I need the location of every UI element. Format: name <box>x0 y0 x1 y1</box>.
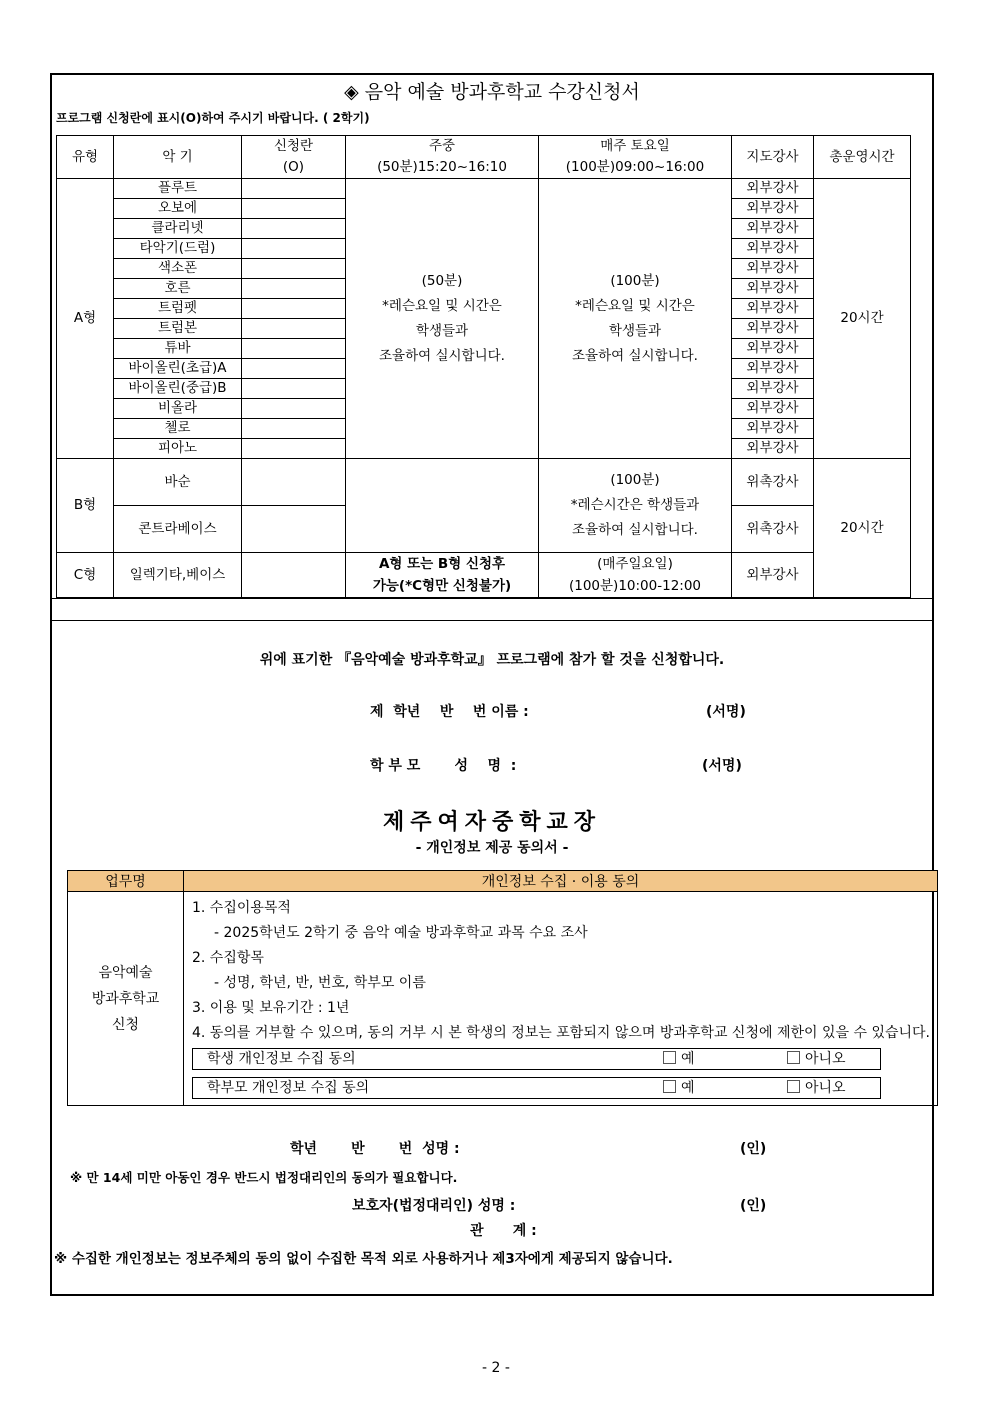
consent-line: 3. 이용 및 보유기간 : 1년 <box>192 1000 350 1016</box>
application-form <box>50 73 934 1296</box>
apply-cell[interactable] <box>242 279 346 299</box>
teacher-cell: 외부강사 <box>732 439 814 459</box>
student-name-label: 학년 반 번 성명 : <box>290 1141 460 1157</box>
consent-line: 4. 동의를 거부할 수 있으며, 동의 거부 시 본 학생의 정보는 포함되지 않으며 방과후학교 신청에 제한이 있을 수 있습니다. <box>192 1025 930 1041</box>
student-agree-yes[interactable]: 예 <box>663 1049 695 1069</box>
parent-agree-label: 학부모 개인정보 수집 동의 <box>207 1080 370 1096</box>
checkbox-icon[interactable] <box>787 1080 800 1093</box>
group-a <box>57 179 911 459</box>
form-title: ◈ 음악 예술 방과후학교 수강신청서 <box>344 81 640 103</box>
group-b-type: B형 <box>57 459 114 553</box>
consent-line: 2. 수집항목 <box>192 950 264 966</box>
instrument-cell: 오보에 <box>114 199 242 219</box>
instrument-cell: 바이올린(초급)A <box>114 359 242 379</box>
instrument-cell: 일렉기타,베이스 <box>114 553 242 598</box>
group-bc-total: 20시간 <box>814 459 911 598</box>
teacher-cell: 외부강사 <box>732 219 814 239</box>
parent-agree-yes[interactable]: 예 <box>663 1078 695 1098</box>
table-row <box>57 459 911 506</box>
apply-cell[interactable] <box>242 199 346 219</box>
parent-agree-no[interactable]: 아니오 <box>787 1078 846 1098</box>
consent-table <box>67 870 938 1106</box>
instrument-cell: 플루트 <box>114 179 242 199</box>
consent-line: 1. 수집이용목적 <box>192 900 291 916</box>
consent-task: 음악예술 방과후학교 신청 <box>68 892 184 1106</box>
application-statement: 위에 표기한 『음악예술 방과후학교』 프로그램에 참가 할 것을 신청합니다. <box>259 652 725 668</box>
instrument-cell: 트럼펫 <box>114 299 242 319</box>
consent-col-task: 업무명 <box>68 871 184 892</box>
group-c-saturday: (매주일요일) (100분)10:00-12:00 <box>539 553 732 598</box>
consent-col-content: 개인정보 수집 · 이용 동의 <box>184 871 938 892</box>
header-saturday: 매주 토요일 (100분)09:00~16:00 <box>539 136 732 179</box>
teacher-cell: 외부강사 <box>732 179 814 199</box>
instrument-cell: 첼로 <box>114 419 242 439</box>
apply-cell[interactable] <box>242 553 346 598</box>
apply-cell[interactable] <box>242 506 346 553</box>
group-a-weekday: (50분) *레슨요일 및 시간은 학생들과 조율하여 실시합니다. <box>346 179 539 459</box>
apply-cell[interactable] <box>242 179 346 199</box>
privacy-footer: ※ 수집한 개인정보는 정보주체의 동의 없이 수집한 목적 외로 사용하거나 제3자에게 제공되지 않습니다. <box>54 1251 673 1267</box>
teacher-cell: 외부강사 <box>732 319 814 339</box>
school-principal: 제주여자중학교장 <box>382 810 602 835</box>
group-a-total: 20시간 <box>814 179 911 459</box>
instrument-cell: 튜바 <box>114 339 242 359</box>
table-header-row <box>57 136 911 179</box>
teacher-cell: 외부강사 <box>732 553 814 598</box>
instrument-cell: 호른 <box>114 279 242 299</box>
apply-cell[interactable] <box>242 379 346 399</box>
application-table <box>56 135 911 598</box>
instrument-cell: 클라리넷 <box>114 219 242 239</box>
parent-signature-mark: (서명) <box>702 758 742 774</box>
header-instrument: 악 기 <box>114 136 242 179</box>
instrument-cell: 비올라 <box>114 399 242 419</box>
teacher-cell: 외부강사 <box>732 339 814 359</box>
parent-agree-row <box>192 1077 881 1099</box>
teacher-cell: 위촉강사 <box>732 506 814 553</box>
consent-line: - 2025학년도 2학기 중 음악 예술 방과후학교 과목 수요 조사 <box>214 925 588 941</box>
group-c-weekday: A형 또는 B형 신청후 가능(*C형만 신청불가) <box>346 553 539 598</box>
group-b-saturday: (100분) *레슨시간은 학생들과 조율하여 실시합니다. <box>539 459 732 553</box>
instrument-cell: 콘트라베이스 <box>114 506 242 553</box>
group-b-weekday <box>346 459 539 553</box>
teacher-cell: 외부강사 <box>732 399 814 419</box>
apply-cell[interactable] <box>242 239 346 259</box>
instrument-cell: 타악기(드럼) <box>114 239 242 259</box>
instrument-cell: 색소폰 <box>114 259 242 279</box>
teacher-cell: 외부강사 <box>732 239 814 259</box>
checkbox-icon[interactable] <box>663 1080 676 1093</box>
apply-cell[interactable] <box>242 459 346 506</box>
checkbox-icon[interactable] <box>663 1051 676 1064</box>
consent-lines <box>192 896 933 1046</box>
checkbox-icon[interactable] <box>787 1051 800 1064</box>
apply-cell[interactable] <box>242 359 346 379</box>
instrument-cell: 바순 <box>114 459 242 506</box>
student-signature-mark: (서명) <box>706 704 746 720</box>
apply-cell[interactable] <box>242 419 346 439</box>
consent-title: - 개인정보 제공 동의서 - <box>415 840 569 856</box>
page-number: - 2 - <box>482 1360 510 1376</box>
guardian-note: ※ 만 14세 미만 아동인 경우 반드시 법정대리인의 동의가 필요합니다. <box>70 1170 458 1185</box>
instrument-cell: 피아노 <box>114 439 242 459</box>
student-signature-label: 제 학년 반 번 이름 : <box>370 704 529 720</box>
parent-signature-label: 학 부 모 성 명 : <box>370 758 517 774</box>
apply-cell[interactable] <box>242 219 346 239</box>
teacher-cell: 외부강사 <box>732 359 814 379</box>
divider <box>52 598 932 599</box>
instrument-cell: 바이올린(중급)B <box>114 379 242 399</box>
apply-cell[interactable] <box>242 299 346 319</box>
header-weekday: 주중 (50분)15:20~16:10 <box>346 136 539 179</box>
consent-content <box>184 892 938 1106</box>
teacher-cell: 외부강사 <box>732 259 814 279</box>
group-c-type: C형 <box>57 553 114 598</box>
table-row <box>57 179 911 199</box>
student-agree-no[interactable]: 아니오 <box>787 1049 846 1069</box>
header-total: 총운영시간 <box>814 136 911 179</box>
teacher-cell: 외부강사 <box>732 379 814 399</box>
student-seal: (인) <box>740 1141 767 1157</box>
teacher-cell: 외부강사 <box>732 299 814 319</box>
student-agree-label: 학생 개인정보 수집 동의 <box>207 1051 356 1067</box>
apply-cell[interactable] <box>242 319 346 339</box>
relation-label: 관 계 : <box>470 1223 537 1239</box>
apply-cell[interactable] <box>242 439 346 459</box>
consent-line: - 성명, 학년, 반, 번호, 학부모 이름 <box>214 975 426 991</box>
group-a-type: A형 <box>57 179 114 459</box>
teacher-cell: 외부강사 <box>732 279 814 299</box>
apply-cell[interactable] <box>242 259 346 279</box>
guardian-seal: (인) <box>740 1198 767 1214</box>
divider <box>52 620 932 621</box>
teacher-cell: 외부강사 <box>732 419 814 439</box>
teacher-cell: 외부강사 <box>732 199 814 219</box>
form-notice: 프로그램 신청란에 표시(O)하여 주시기 바랍니다. ( 2학기) <box>56 111 370 125</box>
guardian-name-label: 보호자(법정대리인) 성명 : <box>352 1198 516 1214</box>
header-type: 유형 <box>57 136 114 179</box>
group-a-saturday: (100분) *레슨요일 및 시간은 학생들과 조율하여 실시합니다. <box>539 179 732 459</box>
apply-cell[interactable] <box>242 339 346 359</box>
header-teacher: 지도강사 <box>732 136 814 179</box>
header-apply: 신청란 (O) <box>242 136 346 179</box>
apply-cell[interactable] <box>242 399 346 419</box>
instrument-cell: 트럼본 <box>114 319 242 339</box>
teacher-cell: 위촉강사 <box>732 459 814 506</box>
table-row <box>57 553 911 598</box>
student-agree-row <box>192 1048 881 1070</box>
